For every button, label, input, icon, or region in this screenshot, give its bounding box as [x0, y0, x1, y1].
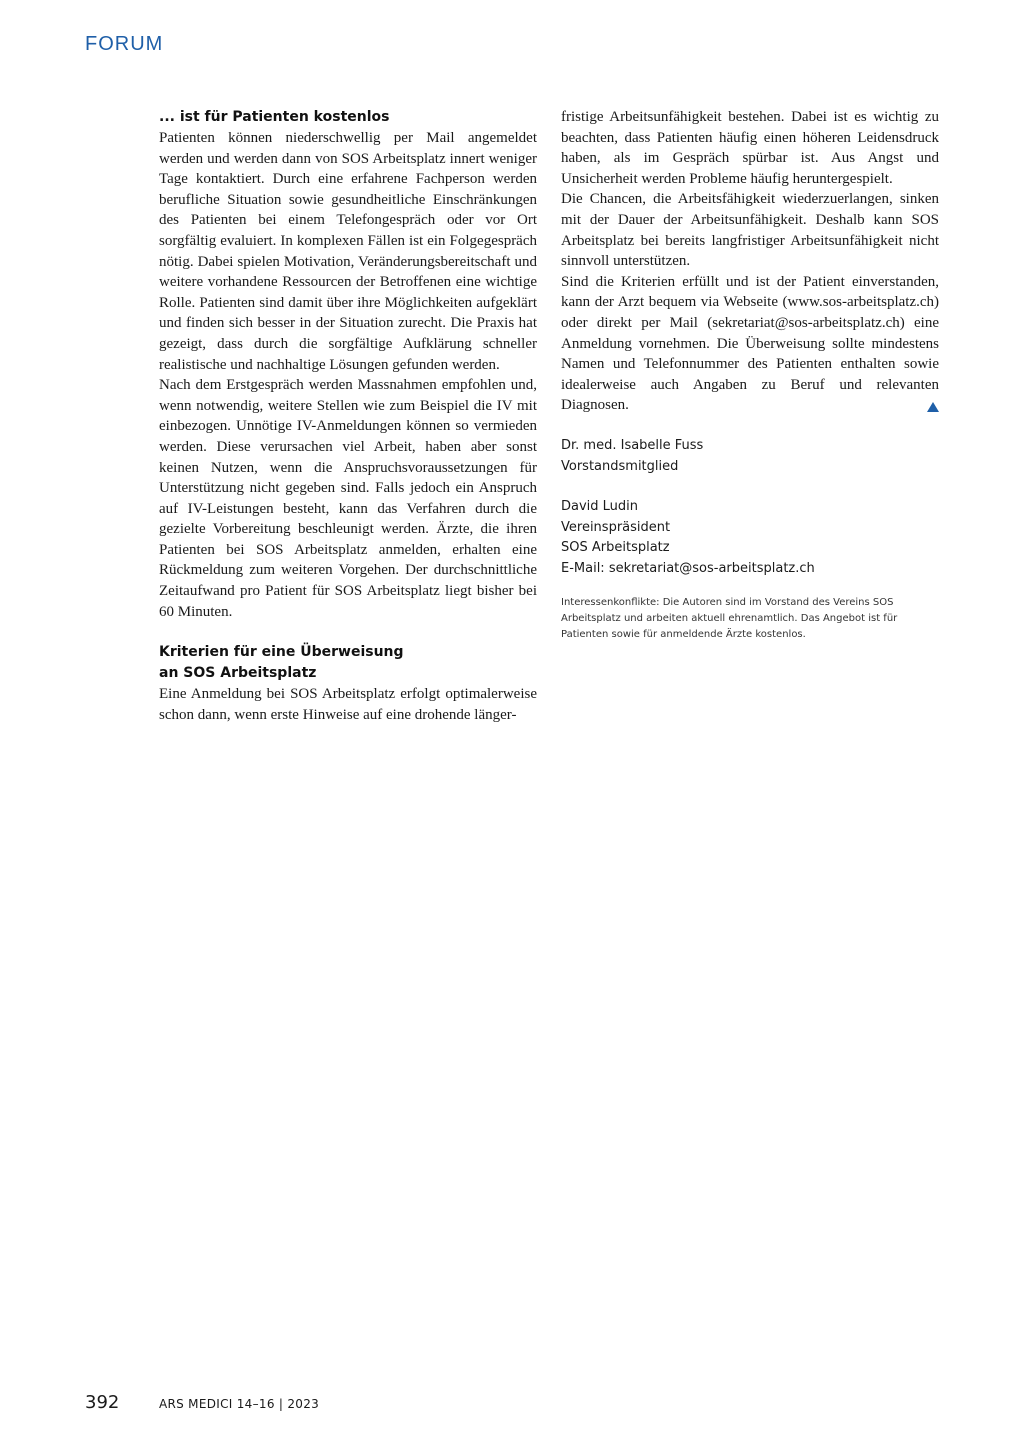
- page-number: 392: [85, 1392, 120, 1413]
- author-organization: SOS Arbeitsplatz: [561, 540, 670, 556]
- paragraph: Die Chancen, die Arbeitsfähigkeit wiederzuerlangen, sinken mit der Dauer der Arbeitsunfähigkeit. Deshalb kann SOS Arbeitsplatz bei bereits langfristiger Arbeitsunfähigkeit nicht sinnvoll unterstützen.: [561, 191, 939, 270]
- right-column: [561, 107, 939, 643]
- section-heading: Kriterien für eine Überweisung: [159, 644, 404, 661]
- author-name: David Ludin: [561, 499, 639, 515]
- journal-citation: ARS MEDICI 14–16 | 2023: [159, 1397, 320, 1411]
- paragraph: Sind die Kriterien erfüllt und ist der Patient einverstanden, kann der Arzt bequem via Webseite (www.sos-arbeitsplatz.ch) oder direkt per Mail (sekretariat@sos-arbeitsplatz.ch) eine Anmeldung vornehmen. Die Überweisung sollte mindestens Namen und Telefonnummer des Patienten enthalten sowie idealerweise auch Angaben zu Beruf und relevanten Diagnosen.: [561, 273, 939, 414]
- author-role: Vorstandsmitglied: [561, 458, 679, 474]
- end-of-article-triangle-icon: [927, 402, 939, 412]
- left-column: [159, 107, 537, 725]
- conflict-of-interest-note: Interessenkonflikte: Die Autoren sind im Vorstand des Vereins SOS Arbeitsplatz und arbeiten aktuell ehrenamtlich. Das Angebot ist für Patienten sowie für anmeldende Ärzte kostenlos.: [561, 597, 898, 641]
- section-heading: an SOS Arbeitsplatz: [159, 665, 317, 682]
- paragraph: Eine Anmeldung bei SOS Arbeitsplatz erfolgt optimalerweise schon dann, wenn erste Hinweise auf eine drohende länger-: [159, 686, 537, 723]
- section-heading: ... ist für Patienten kostenlos: [159, 109, 390, 125]
- paragraph: Nach dem Erstgespräch werden Massnahmen empfohlen und, wenn notwendig, weitere Stellen wie zum Beispiel die IV mit einbezogen. Unnötige IV-Anmeldungen können so vermieden werden. Diese verursachen viel Arbeit, haben aber sonst keinen Nutzen, wenn die Anspruchsvoraussetzungen für Unterstützung nicht gegeben sind. Falls jedoch ein Anspruch auf IV-Leistungen besteht, kann das Verfahren durch die gezielte Vorbereitung beschleunigt werden. Ärzte, die ihren Patienten bei SOS Arbeitsplatz anmelden, erhalten eine Rückmeldung zum weiteren Vorgehen. Der durchschnittliche Zeitaufwand pro Patient für SOS Arbeitsplatz liegt bisher bei 60 Minuten.: [159, 377, 537, 620]
- paragraph: fristige Arbeitsunfähigkeit bestehen. Dabei ist es wichtig zu beachten, dass Patienten häufig einen höheren Leidensdruck haben, als im Gespräch spürbar ist. Aus Angst und Unsicherheit werden Probleme häufig heruntergespielt.: [561, 109, 939, 187]
- author-email: E-Mail: sekretariat@sos-arbeitsplatz.ch: [561, 560, 815, 576]
- author-name: Dr. med. Isabelle Fuss: [561, 437, 704, 453]
- author-role: Vereinspräsident: [561, 519, 671, 535]
- paragraph: Patienten können niederschwellig per Mail angemeldet werden und werden dann von SOS Arbeitsplatz innert weniger Tage kontaktiert. Durch eine erfahrene Fachperson werden berufliche Situation sowie gesundheitliche Einschränkungen des Patienten bei einem Telefongespräch oder vor Ort sorgfältig evaluiert. In komplexen Fällen ist ein Folgegespräch nötig. Dabei spielen Motivation, Veränderungsbereitschaft und weitere vorhandene Ressourcen der Betroffenen eine wichtige Rolle. Patienten sind damit über ihre Möglichkeiten aufgeklärt und finden sich besser in der Situation zurecht. Die Praxis hat gezeigt, dass durch die sorgfältige Aufklärung schneller realistische und nachhaltige Lösungen gefunden werden.: [159, 130, 537, 373]
- section-label: FORUM: [85, 33, 164, 55]
